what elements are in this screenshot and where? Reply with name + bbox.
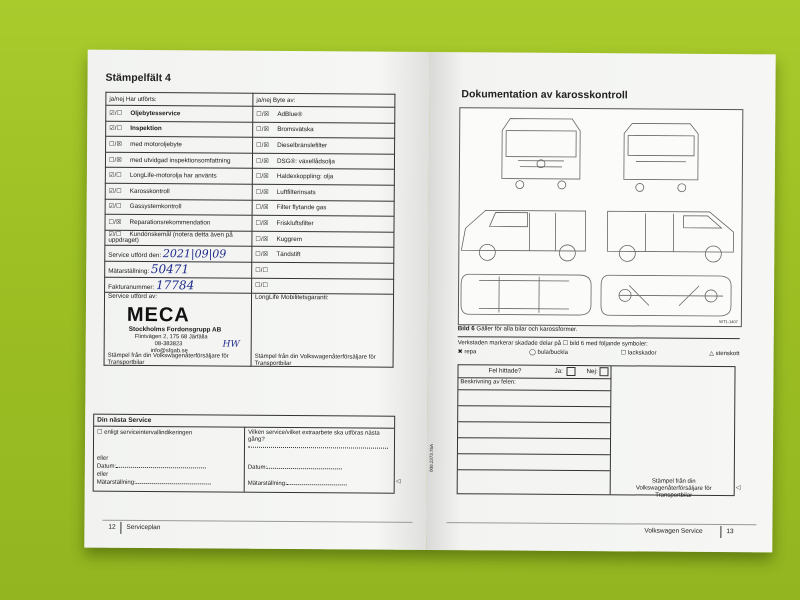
- row-left: ☐/☒ Reparationsrekommendation: [105, 214, 252, 231]
- footer-title: Volkswagen Service: [644, 527, 703, 535]
- arrow-icon: ◁: [735, 485, 741, 492]
- row-right: ☐/☒ Filter flytande gas: [252, 200, 394, 217]
- page-title: Dokumentation av karosskontroll: [461, 88, 628, 102]
- symbol-dent: ◯ bula/buckla: [529, 349, 568, 356]
- symbol-scratch: ✖ repa: [457, 349, 477, 356]
- service-date-value: 2021|09|09: [162, 247, 227, 261]
- row-right: ☐/☐: [252, 262, 394, 279]
- faults-box: [457, 364, 736, 499]
- arrow-icon: ◁: [395, 478, 401, 485]
- row-left: ☑/☐ Oljebytesservice: [106, 105, 253, 122]
- row-right: ☐/☒ Bromsvätska: [253, 122, 395, 139]
- side-code: 000.2373.75A: [428, 443, 435, 473]
- footer-page-number: 12: [108, 523, 116, 531]
- yes-label: Ja:: [554, 367, 563, 375]
- stamp-address: Flintvägen 2, 175 68 Järfälla: [134, 334, 208, 341]
- row-right: ☐/☒ Haldexkoppling: olja: [252, 169, 394, 186]
- van-outlines-icon: [459, 108, 743, 326]
- footer-title: Serviceplan: [126, 523, 161, 532]
- mileage-value: 50471: [150, 262, 190, 277]
- service-date-cell: Service utförd den: 2021|09|09: [105, 246, 252, 263]
- stamp-company: Stockholms Fordonsgrupp AB: [128, 326, 222, 334]
- row-right: ☐/☒ Dieselbränslefilter: [253, 137, 395, 154]
- image-code: WT1-1407: [719, 319, 738, 325]
- symbol-paint: ☐ lackskador: [620, 350, 657, 357]
- marking-instruction: Verkstaden markerar skadade delar på ☐ bild 6 med följande symboler:: [457, 340, 648, 348]
- row-left: ☑/☐ LongLife-motorolja har använts: [105, 168, 252, 185]
- next-service-question: Vilken service/vilket extraarbete ska utföras nästa gång?: [248, 429, 380, 443]
- row-right: ☐/☒ Tändstift: [252, 247, 394, 264]
- row-right: ☐/☐: [252, 278, 394, 295]
- longlife-cell: LongLife Mobilitetsgaranti: Stämpel från din Volkswagenåterförsäljare för Transportbilar: [251, 293, 394, 367]
- row-right: ☐/☒ DSG®: växellådsolja: [252, 153, 394, 170]
- invoice-cell: Fakturanummer: 17784: [105, 277, 252, 294]
- service-by-cell: Service utförd av: MECA Stockholms Fordonsgrupp AB Flintvägen 2, 175 68 Järfälla 08-383823 info@sfgab.se HW Stämpel från din Volkswagenåterförsäljare för Transportbilar: [104, 292, 252, 366]
- symbol-chip: △ stenskott: [709, 350, 740, 358]
- row-left: ☑/☐ Kundönskemål (notera detta även på uppdraget): [105, 230, 252, 247]
- symbol-legend: [458, 348, 740, 357]
- stamp-note: Stämpel från din Volkswagenåterförsäljare för Transportbilar: [254, 353, 376, 367]
- description-label: Beskrivning av felen:: [460, 379, 516, 386]
- next-mileage-label: Mätarställning:: [97, 480, 211, 487]
- next-service-option: ☐ enligt serviceintervallindikeringen: [97, 429, 193, 437]
- stamp-note: Stämpel från din Volkswagenåterförsäljare för Transportbilar: [107, 352, 229, 366]
- image-caption: Bild 6 Gäller för alla bilar och karossformer.: [457, 325, 578, 334]
- invoice-value: 17784: [156, 277, 195, 293]
- left-page: [84, 50, 429, 550]
- row-left: ☐/☒ med utvidgad inspektionsomfattning: [105, 152, 252, 169]
- right-page: [426, 52, 775, 552]
- row-left: ☑/☐ Gassystemkontroll: [105, 199, 252, 216]
- next-service-box: Din nästa Service ☐ enligt serviceintervallindikeringen eller Datum: eller Mätarställning: Vilken service/vilket extraarbete ska utföras nästa gång? Datum: Mätarställning:: [93, 414, 396, 494]
- mileage-cell: Mätarställning: 50471: [105, 261, 252, 278]
- row-right: ☐/☒ AdBlue®: [253, 106, 395, 123]
- row-left: ☑/☐ Karosskontroll: [105, 183, 252, 200]
- footer-page-number: 13: [726, 528, 734, 536]
- faults-found-label: Fel hittade?: [488, 367, 522, 375]
- page-title: Stämpelfält 4: [105, 71, 171, 85]
- stamp-note: Stämpel från din Volkswagenåterförsäljare för Transportbilar: [635, 478, 712, 499]
- row-left: ☑/☐ Inspektion: [106, 121, 253, 138]
- no-checkbox[interactable]: [599, 367, 608, 376]
- stamp-table: [104, 92, 396, 368]
- vehicle-diagram: [458, 107, 744, 327]
- row-right: ☐/☒ Luftfilterinsats: [252, 184, 394, 201]
- next-date-label: Datum:: [97, 464, 206, 471]
- row-right: ☐/☒ Friskluftsfilter: [252, 215, 394, 232]
- row-right: ☐/☒ Kuggrem: [252, 231, 394, 248]
- service-booklet: [84, 50, 775, 553]
- stamp-email: info@sfgab.se: [150, 348, 188, 355]
- next-service-title: Din nästa Service: [97, 416, 152, 425]
- col-left-header: ja/nej Har utförts:: [106, 92, 253, 106]
- handwritten-initials: HW: [222, 339, 240, 350]
- stamp-logo: MECA: [126, 304, 190, 327]
- col-right-header: ja/nej Byte av:: [253, 93, 395, 107]
- no-label: Nej:: [586, 368, 598, 376]
- stamp-phone: 08-383823: [154, 341, 183, 348]
- yes-checkbox[interactable]: [566, 367, 575, 376]
- row-left: ☐/☒ med motoroljebyte: [106, 136, 253, 153]
